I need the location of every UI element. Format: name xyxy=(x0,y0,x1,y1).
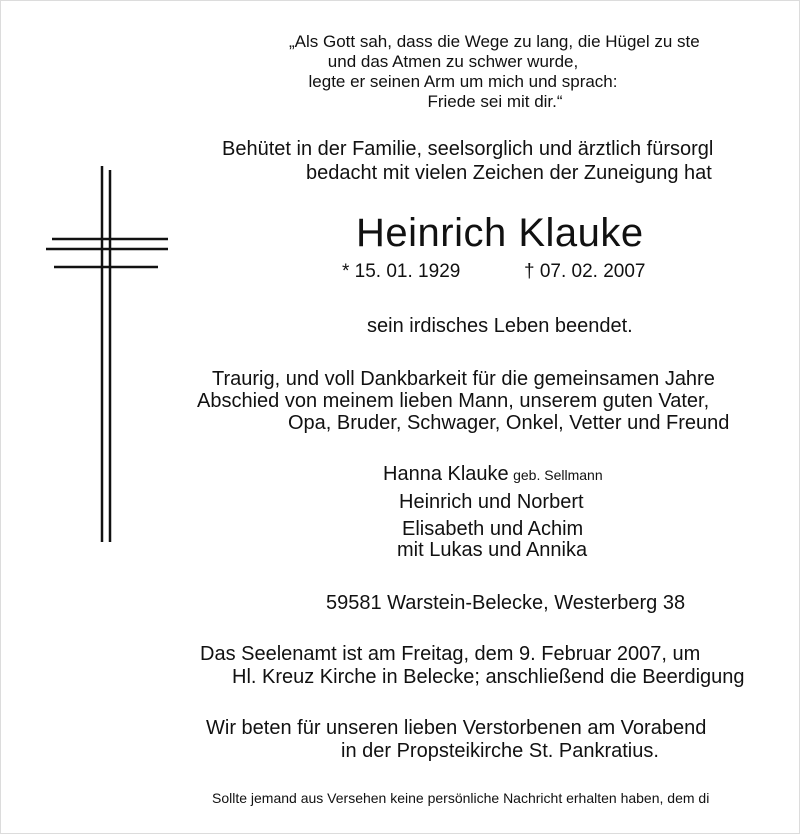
wife-name: Hanna Klauke xyxy=(383,463,509,485)
signatory-wife xyxy=(383,463,603,485)
prayer-line-1: Wir beten für unseren lieben Verstorbenen am Vorabend xyxy=(206,717,707,739)
prayer-line-2: in der Propsteikirche St. Pankratius. xyxy=(341,740,659,762)
footer-note: Sollte jemand aus Versehen keine persönliche Nachricht erhalten haben, dem di xyxy=(212,790,710,806)
mourning-line-1: Traurig, und voll Dankbarkeit für die gemeinsamen Jahre xyxy=(212,368,715,390)
funeral-line-1: Das Seelenamt ist am Freitag, dem 9. Februar 2007, um xyxy=(200,643,701,665)
quote-line-2: und das Atmen zu schwer wurde, xyxy=(327,52,579,71)
quote-line-1: „Als Gott sah, dass die Wege zu lang, die Hügel zu ste xyxy=(289,32,700,51)
death-date: † 07. 02. 2007 xyxy=(524,261,646,282)
deceased-name: Heinrich Klauke xyxy=(356,211,644,255)
mourning-line-2: Abschied von meinem lieben Mann, unserem guten Vater, xyxy=(197,390,710,412)
intro-line-2: bedacht mit vielen Zeichen der Zuneigung hat xyxy=(306,162,712,184)
wife-maiden-name: geb. Sellmann xyxy=(513,467,603,483)
cross-icon xyxy=(44,166,170,546)
mourning-line-3: Opa, Bruder, Schwager, Onkel, Vetter und Freund xyxy=(288,412,730,434)
quote-line-3: legte er seinen Arm um mich und sprach: xyxy=(308,72,618,91)
intro-line-1: Behütet in der Familie, seelsorglich und ärztlich fürsorgl xyxy=(222,138,714,160)
address: 59581 Warstein-Belecke, Westerberg 38 xyxy=(326,592,686,614)
quote-line-4: Friede sei mit dir.“ xyxy=(427,92,563,111)
ended-line: sein irdisches Leben beendet. xyxy=(367,315,633,337)
signatory-grandchildren: mit Lukas und Annika xyxy=(397,539,588,561)
birth-date: * 15. 01. 1929 xyxy=(342,261,461,282)
signatory-sons: Heinrich und Norbert xyxy=(399,491,584,513)
signatory-daughter: Elisabeth und Achim xyxy=(402,518,584,540)
funeral-line-2: Hl. Kreuz Kirche in Belecke; anschließend die Beerdigung xyxy=(232,666,745,688)
